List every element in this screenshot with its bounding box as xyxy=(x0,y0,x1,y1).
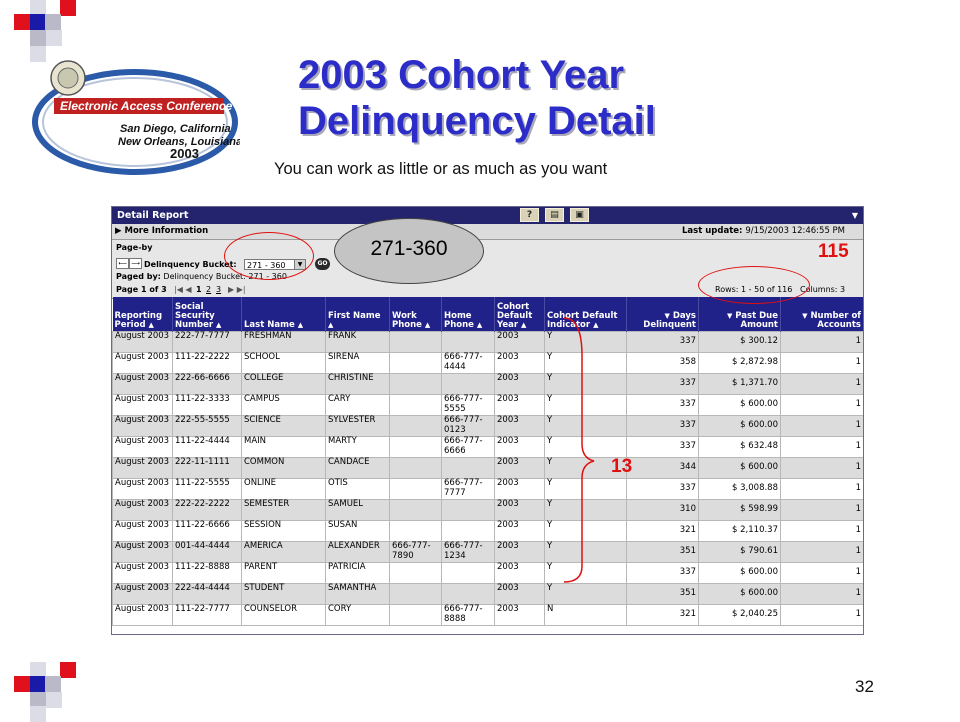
table-row xyxy=(113,353,864,374)
svg-text:Electronic Access Conference: Electronic Access Conference xyxy=(60,99,233,113)
table-cell: 337 xyxy=(627,395,699,416)
table-cell: $ 2,110.37 xyxy=(699,521,781,542)
table-cell: 111-22-8888 xyxy=(173,563,242,584)
table-cell: 666-777-7890 xyxy=(390,542,442,563)
table-cell: 2003 xyxy=(495,584,545,605)
table-cell: 222-22-2222 xyxy=(173,500,242,521)
table-cell xyxy=(442,500,495,521)
table-cell: 2003 xyxy=(495,332,545,353)
table-cell: Y xyxy=(545,416,627,437)
table-cell xyxy=(390,563,442,584)
bucket-highlight-ring xyxy=(224,232,314,280)
table-row xyxy=(113,416,864,437)
table-cell: Y xyxy=(545,395,627,416)
table-cell: 337 xyxy=(627,437,699,458)
table-row xyxy=(113,563,864,584)
table-cell xyxy=(390,353,442,374)
table-cell: 1 xyxy=(781,479,864,500)
page-link-3[interactable]: 3 xyxy=(216,285,222,294)
table-cell: SUSAN xyxy=(326,521,390,542)
table-cell: August 2003 xyxy=(113,374,173,395)
table-cell: 337 xyxy=(627,332,699,353)
page-by-label: Page-by xyxy=(116,243,153,252)
table-cell: 2003 xyxy=(495,605,545,626)
table-cell: ONLINE xyxy=(242,479,326,500)
column-header[interactable]: ▼ Days Delinquent xyxy=(627,297,699,332)
table-cell: 310 xyxy=(627,500,699,521)
table-cell: 222-77-7777 xyxy=(173,332,242,353)
table-cell: 1 xyxy=(781,500,864,521)
rows-info: Rows: 1 - 50 of 116 Columns: 3 xyxy=(715,285,846,294)
column-header[interactable]: Work Phone ▲ xyxy=(390,297,442,332)
window-title: Detail Report xyxy=(117,210,189,221)
table-cell: CANDACE xyxy=(326,458,390,479)
table-cell: 1 xyxy=(781,374,864,395)
table-cell: Y xyxy=(545,542,627,563)
column-header[interactable]: Cohort Default Year ▲ xyxy=(495,297,545,332)
table-cell: 2003 xyxy=(495,479,545,500)
table-cell: August 2003 xyxy=(113,416,173,437)
table-cell: August 2003 xyxy=(113,332,173,353)
report-title-bar xyxy=(112,207,863,224)
table-cell: FRESHMAN xyxy=(242,332,326,353)
table-cell: August 2003 xyxy=(113,500,173,521)
count-callout: 115 xyxy=(818,241,849,262)
table-cell: 666-777-5555 xyxy=(442,395,495,416)
table-cell: CHRISTINE xyxy=(326,374,390,395)
table-cell: 337 xyxy=(627,416,699,437)
first-page-icon[interactable]: |◀ ◀ xyxy=(174,285,192,294)
table-cell: 2003 xyxy=(495,437,545,458)
next-bucket-icon[interactable]: ⟶ xyxy=(129,258,142,269)
table-cell: 111-22-5555 xyxy=(173,479,242,500)
table-cell: August 2003 xyxy=(113,395,173,416)
table-cell xyxy=(390,437,442,458)
slide-subtitle: You can work as little or as much as you want xyxy=(274,160,608,178)
go-button[interactable]: GO xyxy=(315,258,330,270)
table-cell xyxy=(390,584,442,605)
table-cell xyxy=(442,458,495,479)
table-cell: $ 2,872.98 xyxy=(699,353,781,374)
table-cell: STUDENT xyxy=(242,584,326,605)
table-cell: 2003 xyxy=(495,542,545,563)
table-cell: August 2003 xyxy=(113,563,173,584)
table-cell: 2003 xyxy=(495,395,545,416)
table-cell xyxy=(390,416,442,437)
table-cell: August 2003 xyxy=(113,605,173,626)
info-bar xyxy=(112,224,863,240)
table-cell: SAMUEL xyxy=(326,500,390,521)
table-cell: SCIENCE xyxy=(242,416,326,437)
table-cell: 2003 xyxy=(495,521,545,542)
table-cell: $ 632.48 xyxy=(699,437,781,458)
table-cell: 222-55-5555 xyxy=(173,416,242,437)
table-cell: 358 xyxy=(627,353,699,374)
table-cell: 666-777-4444 xyxy=(442,353,495,374)
table-cell: COUNSELOR xyxy=(242,605,326,626)
table-cell: SAMANTHA xyxy=(326,584,390,605)
table-cell xyxy=(390,395,442,416)
column-header[interactable]: Reporting Period ▲ xyxy=(113,297,173,332)
more-information-link[interactable]: ▶ More Information xyxy=(115,226,209,236)
table-cell: 111-22-2222 xyxy=(173,353,242,374)
table-row xyxy=(113,542,864,563)
table-cell: 351 xyxy=(627,584,699,605)
prev-bucket-icon[interactable]: ⟵ xyxy=(116,258,129,269)
table-cell: 337 xyxy=(627,563,699,584)
table-cell: FRANK xyxy=(326,332,390,353)
table-cell: 111-22-6666 xyxy=(173,521,242,542)
table-cell: 2003 xyxy=(495,500,545,521)
table-cell: August 2003 xyxy=(113,584,173,605)
table-cell: $ 600.00 xyxy=(699,416,781,437)
table-cell: 666-777-1234 xyxy=(442,542,495,563)
table-cell: August 2003 xyxy=(113,479,173,500)
table-cell: $ 300.12 xyxy=(699,332,781,353)
table-cell: Y xyxy=(545,353,627,374)
table-cell: 321 xyxy=(627,521,699,542)
table-cell: SCHOOL xyxy=(242,353,326,374)
rows-callout: 13 xyxy=(611,456,633,477)
table-cell: 222-11-1111 xyxy=(173,458,242,479)
table-cell xyxy=(442,332,495,353)
column-header[interactable]: Home Phone ▲ xyxy=(442,297,495,332)
last-page-icon[interactable]: ▶ ▶| xyxy=(228,285,246,294)
table-cell: $ 600.00 xyxy=(699,563,781,584)
table-cell: 337 xyxy=(627,479,699,500)
rows-bracket xyxy=(560,316,600,586)
table-cell: Y xyxy=(545,521,627,542)
table-cell: August 2003 xyxy=(113,437,173,458)
table-cell xyxy=(390,500,442,521)
table-row xyxy=(113,458,864,479)
table-cell: SYLVESTER xyxy=(326,416,390,437)
table-cell: Y xyxy=(545,437,627,458)
table-row xyxy=(113,521,864,542)
table-cell: August 2003 xyxy=(113,458,173,479)
page-link-2[interactable]: 2 xyxy=(206,285,212,294)
table-cell xyxy=(390,332,442,353)
table-cell xyxy=(442,374,495,395)
table-cell: $ 2,040.25 xyxy=(699,605,781,626)
svg-text:New Orleans, Louisiana: New Orleans, Louisiana xyxy=(118,136,240,148)
table-cell: N xyxy=(545,605,627,626)
table-cell: SESSION xyxy=(242,521,326,542)
table-cell: 1 xyxy=(781,521,864,542)
table-cell: PATRICIA xyxy=(326,563,390,584)
table-cell xyxy=(442,521,495,542)
column-header[interactable]: Cohort Default Indicator ▲ xyxy=(545,297,627,332)
column-header[interactable]: ▼ Number of Accounts xyxy=(781,297,864,332)
table-row xyxy=(113,437,864,458)
table-cell: COLLEGE xyxy=(242,374,326,395)
column-header[interactable]: Social Security Number ▲ xyxy=(173,297,242,332)
table-cell: 222-66-6666 xyxy=(173,374,242,395)
table-cell: $ 600.00 xyxy=(699,458,781,479)
table-cell: CAMPUS xyxy=(242,395,326,416)
table-cell: 111-22-7777 xyxy=(173,605,242,626)
column-header[interactable]: ▼ Past Due Amount xyxy=(699,297,781,332)
conference-logo xyxy=(30,58,240,178)
table-cell: 001-44-4444 xyxy=(173,542,242,563)
table-cell: ALEXANDER xyxy=(326,542,390,563)
table-cell: PARENT xyxy=(242,563,326,584)
table-row xyxy=(113,395,864,416)
table-cell: OTIS xyxy=(326,479,390,500)
table-cell: SIRENA xyxy=(326,353,390,374)
table-cell: 1 xyxy=(781,416,864,437)
table-cell: 2003 xyxy=(495,416,545,437)
table-cell: 1 xyxy=(781,563,864,584)
table-cell: 666-777-7777 xyxy=(442,479,495,500)
table-cell: 337 xyxy=(627,374,699,395)
page-number: 32 xyxy=(855,677,874,696)
table-row xyxy=(113,605,864,626)
table-cell: 2003 xyxy=(495,458,545,479)
table-cell xyxy=(390,605,442,626)
table-cell: 344 xyxy=(627,458,699,479)
bucket-label: Delinquency Bucket: xyxy=(144,260,237,269)
table-row xyxy=(113,332,864,353)
table-cell xyxy=(442,563,495,584)
table-cell: 1 xyxy=(781,458,864,479)
table-cell: 2003 xyxy=(495,374,545,395)
table-cell: MAIN xyxy=(242,437,326,458)
table-cell xyxy=(390,479,442,500)
table-cell: 1 xyxy=(781,584,864,605)
table-cell: Y xyxy=(545,332,627,353)
table-cell: CARY xyxy=(326,395,390,416)
table-cell: 2003 xyxy=(495,353,545,374)
table-cell: 1 xyxy=(781,437,864,458)
column-header[interactable]: Last Name ▲ xyxy=(242,297,326,332)
table-cell: $ 600.00 xyxy=(699,584,781,605)
table-cell: SEMESTER xyxy=(242,500,326,521)
svg-text:2003: 2003 xyxy=(170,146,199,161)
slide-title-line1: 2003 Cohort Year xyxy=(298,53,625,97)
help-icon[interactable]: ? xyxy=(520,208,539,222)
table-cell: $ 1,371.70 xyxy=(699,374,781,395)
table-cell: COMMON xyxy=(242,458,326,479)
table-row xyxy=(113,374,864,395)
corner-decoration-bottom xyxy=(0,660,80,720)
table-cell: 666-777-6666 xyxy=(442,437,495,458)
table-cell: $ 790.61 xyxy=(699,542,781,563)
table-cell: 666-777-0123 xyxy=(442,416,495,437)
table-cell: 222-44-4444 xyxy=(173,584,242,605)
table-cell: $ 598.99 xyxy=(699,500,781,521)
table-cell: 1 xyxy=(781,605,864,626)
column-header[interactable]: First Name ▲ xyxy=(326,297,390,332)
paged-by: Paged by: Delinquency Bucket: 271 - 360 xyxy=(116,272,287,281)
print-icon[interactable]: ▤ xyxy=(545,208,564,222)
collapse-icon[interactable]: ▼ xyxy=(851,211,858,220)
page-of: Page 1 of 3 xyxy=(116,285,167,294)
table-cell: 1 xyxy=(781,395,864,416)
export-icon[interactable]: ▣ xyxy=(570,208,589,222)
table-cell: CORY xyxy=(326,605,390,626)
table-cell: 351 xyxy=(627,542,699,563)
table-cell xyxy=(390,521,442,542)
chevron-down-icon: ▼ xyxy=(294,260,305,269)
table-cell: $ 3,008.88 xyxy=(699,479,781,500)
table-row xyxy=(113,479,864,500)
table-cell: 321 xyxy=(627,605,699,626)
table-cell: Y xyxy=(545,479,627,500)
table-cell: August 2003 xyxy=(113,353,173,374)
table-cell: 111-22-3333 xyxy=(173,395,242,416)
slide-title xyxy=(298,52,656,144)
table-cell: 2003 xyxy=(495,563,545,584)
table-cell: AMERICA xyxy=(242,542,326,563)
table-cell: 1 xyxy=(781,353,864,374)
table-cell: 111-22-4444 xyxy=(173,437,242,458)
table-cell: August 2003 xyxy=(113,521,173,542)
table-cell xyxy=(390,458,442,479)
table-row xyxy=(113,584,864,605)
table-cell: 1 xyxy=(781,332,864,353)
table-cell: Y xyxy=(545,374,627,395)
table-cell: Y xyxy=(545,458,627,479)
table-row xyxy=(113,500,864,521)
bucket-callout: 271-360 xyxy=(334,218,484,284)
delinquency-bucket-select[interactable]: 271 - 360 ▼ xyxy=(244,259,306,270)
table-cell: Y xyxy=(545,563,627,584)
table-cell: 1 xyxy=(781,542,864,563)
last-update: Last update: 9/15/2003 12:46:55 PM xyxy=(682,226,846,236)
table-cell xyxy=(390,374,442,395)
rows-highlight-ring xyxy=(698,266,810,304)
table-cell: August 2003 xyxy=(113,542,173,563)
svg-text:San Diego, California: San Diego, California xyxy=(120,123,231,135)
table-cell: Y xyxy=(545,584,627,605)
table-cell: MARTY xyxy=(326,437,390,458)
table-cell: $ 600.00 xyxy=(699,395,781,416)
slide-title-line2: Delinquency Detail xyxy=(298,99,656,143)
table-cell xyxy=(442,584,495,605)
delinquency-table xyxy=(112,297,864,626)
table-cell: 666-777-8888 xyxy=(442,605,495,626)
table-cell: Y xyxy=(545,500,627,521)
page-link-1[interactable]: 1 xyxy=(196,285,202,294)
